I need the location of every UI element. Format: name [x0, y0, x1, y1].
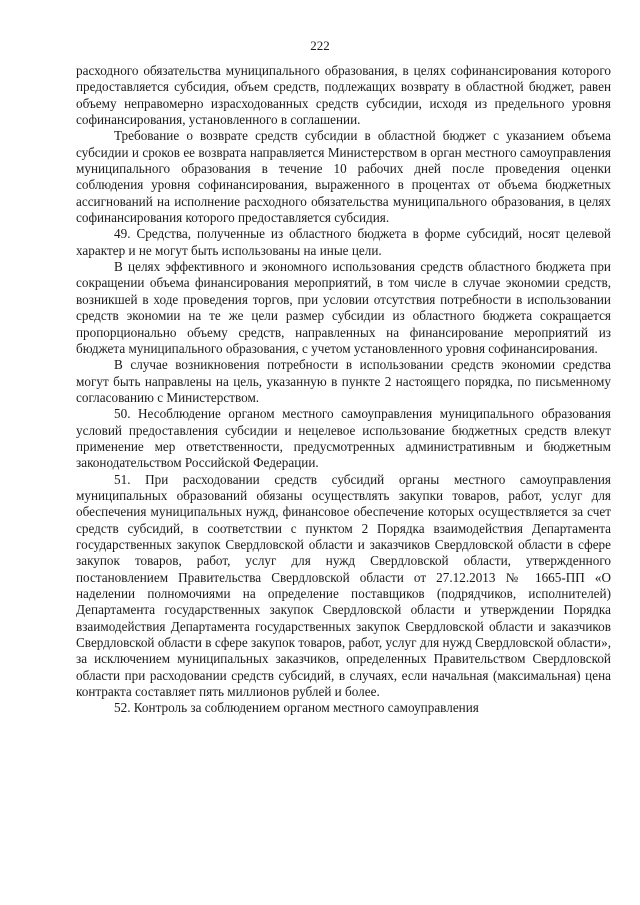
page-number: 222	[310, 38, 330, 53]
paragraph-49: 49. Средства, полученные из областного бюджета в форме субсидий, носят целевой характер и не могут быть использованы на иные цели.	[76, 226, 611, 258]
paragraph-continuation: расходного обязательства муниципального образования, в целях софинансирования которого предоставляется субсидия, объем средств, подлежащих возврату в областной бюджет, равен объему неправомерно израсходованных средств субсидии, исходя из предельного уровня софинансирования, установленного в соглашении.	[76, 63, 611, 128]
paragraph-52: 52. Контроль за соблюдением органом местного самоуправления	[114, 700, 479, 716]
paragraph-refund-requirement: Требование о возврате средств субсидии в областной бюджет с указанием объема субсидии и сроков ее возврата направляется Министерством в орган местного самоуправления муниципального образования в течение 10 рабочих дней после проведения оценки соблюдения уровня софинансирования, выраженного в процентах от объема бюджетных ассигнований на исполнение расходного обязательства муниципального образования, в целях софинансирования которого предоставляется субсидия.	[76, 128, 611, 226]
paragraph-51: 51. При расходовании средств субсидий органы местного самоуправления муниципальных образований обязаны осуществлять закупки товаров, работ, услуг для обеспечения муниципальных нужд, финансовое обеспечение которых осуществляется за счет средств субсидий, в соответствии с пунктом 2 Порядка взаимодействия Департамента государственных закупок Свердловской области и заказчиков Свердловской области в сфере закупок товаров, работ, услуг для нужд Свердловской области, утвержденного постановлением Правительства Свердловской области от 27.12.2013 № 1665-ПП «О наделении полномочиями на определение поставщиков (подрядчиков, исполнителей) Департамента государственных закупок Свердловской области и утверждении Порядка взаимодействия Департамента государственных закупок Свердловской области и заказчиков Свердловской области в сфере закупок товаров, работ, услуг для нужд Свердловской области», за исключением муниципальных заказчиков, определенных Правительством Свердловской области при расходовании средств субсидий, в случаях, если начальная (максимальная) цена контракта составляет пять миллионов рублей и более.	[76, 471, 611, 700]
paragraph-savings: В случае возникновения потребности в использовании средств экономии средства могут быть направлены на цель, указанную в пункте 2 настоящего порядка, по письменному согласованию с Министерством.	[76, 357, 611, 405]
paragraph-50: 50. Несоблюдение органом местного самоуправления муниципального образования условий предоставления субсидии и нецелевое использование бюджетных средств влекут применение мер ответственности, предусмотренных административным и бюджетным законодательством Российской Федерации.	[76, 406, 611, 471]
paragraph-efficient-use: В целях эффективного и экономного использования средств областного бюджета при сокращении объема финансирования мероприятий, в том числе в случае экономии средств, возникшей в ходе проведения торгов, при условии отсутствия потребности в использовании средств экономии на те же цели размер субсидии из областного бюджета сокращается пропорционально объему средств, направленных на финансирование мероприятий из бюджета муниципального образования, с учетом установленного уровня софинансирования.	[76, 259, 611, 356]
document-body	[76, 63, 611, 717]
